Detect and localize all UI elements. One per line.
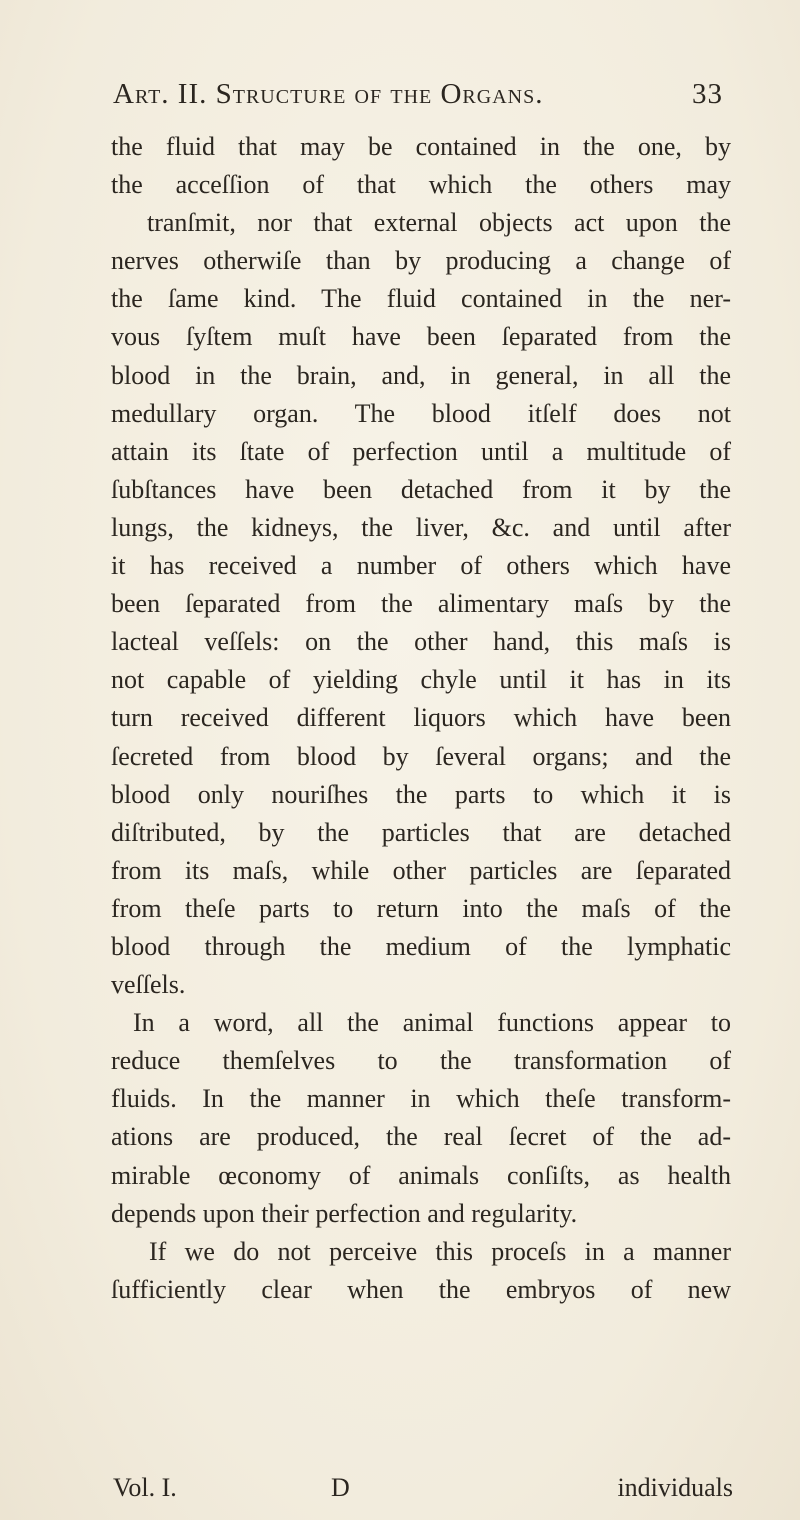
text-line: blood in the brain, and, in general, in all the	[111, 360, 731, 390]
text-line: reduce themſelves to the transformation of	[111, 1046, 731, 1076]
text-line: If we do not perceive this proceſs in a manner	[149, 1236, 731, 1266]
text-line: the ſame kind. The fluid contained in the ner-	[111, 284, 731, 314]
text-line: ſufficiently clear when the embryos of new	[111, 1274, 731, 1304]
text-line: medullary organ. The blood itſelf does not	[111, 398, 731, 428]
volume-mark: Vol. I.	[113, 1473, 177, 1502]
text-line: blood through the medium of the lymphatic	[111, 931, 731, 961]
text-line: not capable of yielding chyle until it has in its	[111, 665, 731, 695]
text-line: from theſe parts to return into the maſs of the	[111, 893, 731, 923]
text-line: from its maſs, while other particles are ſeparated	[111, 855, 731, 885]
text-line: fluids. In the manner in which theſe transform-	[111, 1084, 731, 1114]
text-line: the acceſſion of that which the others may	[111, 170, 731, 200]
text-line: lungs, the kidneys, the liver, &c. and until after	[111, 512, 731, 542]
text-line: blood only nouriſhes the parts to which it is	[111, 779, 731, 809]
text-line: In a word, all the animal functions appear to	[133, 1008, 731, 1038]
running-head-title: Art. II. Structure of the Organs.	[113, 78, 544, 110]
signature-mark: D	[331, 1473, 350, 1502]
text-line: attain its ſtate of perfection until a multitude of	[111, 436, 731, 466]
text-line: diſtributed, by the particles that are detached	[111, 817, 731, 847]
text-line: the fluid that may be contained in the one, by	[111, 132, 731, 161]
text-line: veſſels.	[111, 970, 186, 1000]
running-head	[113, 78, 723, 118]
text-line: turn received different liquors which have been	[111, 703, 731, 733]
text-line: ſubſtances have been detached from it by the	[111, 474, 731, 504]
text-line: ſecreted from blood by ſeveral organs; and the	[111, 741, 731, 771]
text-line: lacteal veſſels: on the other hand, this maſs is	[111, 627, 731, 657]
text-line: it has received a number of others which have	[111, 551, 731, 581]
text-line: nerves otherwiſe than by producing a change of	[111, 246, 731, 276]
text-line: vous ſyſtem muſt have been ſeparated from the	[111, 322, 731, 352]
body-text	[111, 128, 731, 1309]
catchword: individuals	[617, 1473, 733, 1502]
text-line: ations are produced, the real ſecret of the ad-	[111, 1122, 731, 1152]
text-line: depends upon their perfection and regularity.	[111, 1198, 578, 1228]
page-number: 33	[692, 78, 723, 110]
text-line: tranſmit, nor that external objects act upon the	[147, 208, 731, 238]
text-line: been ſeparated from the alimentary maſs by the	[111, 589, 731, 619]
text-line: mirable œconomy of animals conſiſts, as health	[111, 1160, 731, 1190]
page-footer	[113, 1469, 733, 1507]
